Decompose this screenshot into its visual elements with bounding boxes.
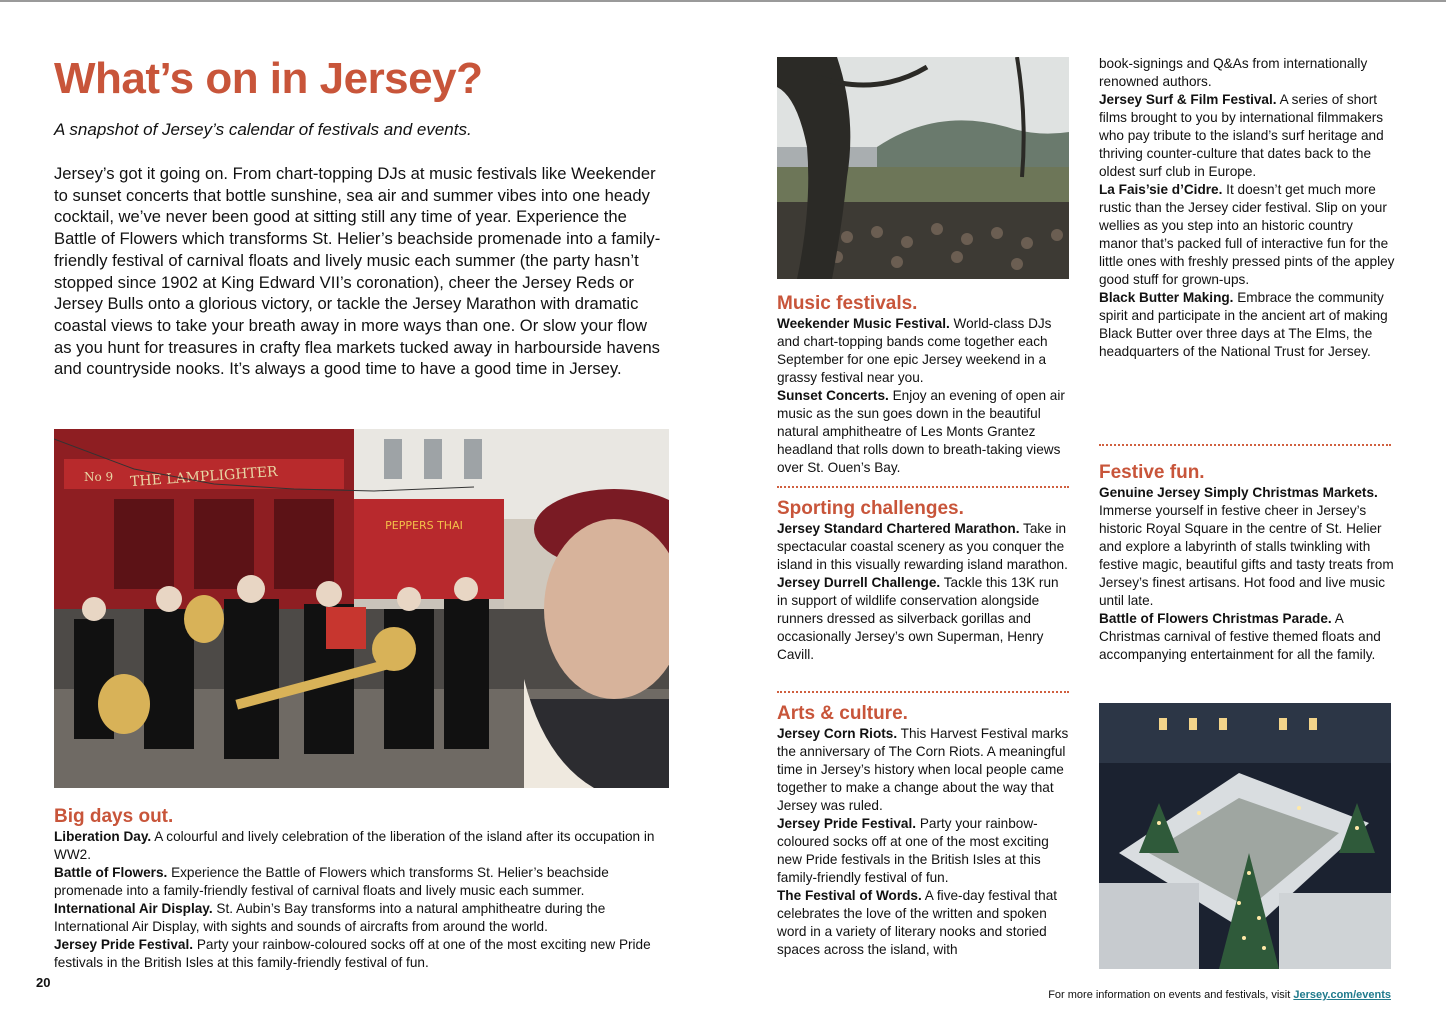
event-description: Party your rainbow-coloured socks off at one of the most exciting new Pride festivals in the British Isles at this family-friendly festival of fun. <box>54 937 651 970</box>
event-description: It doesn’t get much more rustic than the Jersey cider festival. Slip on your wellies as you step into an historic country manor that’s packed full of interactive fun for the little ones with freshly pressed pints of the appley good stuff for grown-ups. <box>1099 182 1395 287</box>
event-description: Take in spectacular coastal scenery as you conquer the island in this visually rewarding island marathon. <box>777 521 1068 572</box>
section-heading: Big days out. <box>54 806 174 827</box>
event-item <box>777 725 1072 815</box>
event-name: Jersey Pride Festival. <box>54 937 194 952</box>
event-name: Liberation Day. <box>54 829 152 844</box>
event-item <box>1099 91 1395 181</box>
event-description: A five-day festival that celebrates the love of the written and spoken word in a variety of literary nooks and storied spaces across the island, with <box>777 888 1058 957</box>
intro-paragraph: Jersey’s got it going on. From chart-topping DJs at music festivals like Weekender to sunset concerts that bottle sunshine, sea air and summer vibes into one heady cocktail, we’ve never been good at sitting still any time of year. Experience the Battle of Flowers which transforms St. Helier’s beachside promenade into a family-friendly festival of carnival floats and lively music each summer (the party hasn’t stopped since 1902 at King Edward VII’s coronation), cheer the Jersey Reds or Jersey Bulls onto a glorious victory, or tackle the Jersey Marathon with dramatic coastal views to take your breath away in more ways than one. Or slow your flow as you hunt for treasures in crafty flea markets tucked away in harbourside havens and countryside nooks. It’s always a good time to have a good time in Jersey. <box>54 164 661 379</box>
pub-sign-text: THE LAMPLIGHTER <box>129 463 279 491</box>
event-item <box>777 574 1072 664</box>
sunset-concert-photo <box>777 57 1069 279</box>
section-heading: Arts & culture. <box>777 703 908 724</box>
event-item <box>54 828 674 864</box>
continued-text: book-signings and Q&As from internationally renowned authors. <box>1099 56 1368 89</box>
event-item <box>1099 289 1395 361</box>
page-title: What’s on in Jersey? <box>54 54 483 103</box>
event-item <box>777 387 1072 477</box>
event-item <box>777 887 1072 959</box>
event-description: A Christmas carnival of festive themed floats and accompanying entertainment for all the family. <box>1099 611 1381 662</box>
big-days-section <box>54 806 674 972</box>
thai-sign-text: PEPPERS THAI <box>385 519 463 532</box>
event-description: A series of short films brought to you by international filmmakers who pay tribute to the island’s surf heritage and thriving counter-culture that dates back to the oldest surf club in Europe. <box>1099 92 1384 179</box>
event-description: This Harvest Festival marks the anniversary of The Corn Riots. A meaningful time in Jersey’s history when local people came together to make a change about the way that Jersey was ruled. <box>777 726 1069 813</box>
event-name: Jersey Surf & Film Festival. <box>1099 92 1277 107</box>
top-border <box>0 0 1446 2</box>
col3-continued <box>1099 55 1395 361</box>
marching-band-photo <box>54 429 669 788</box>
event-item <box>1099 484 1395 610</box>
event-item <box>54 900 674 936</box>
section-divider <box>1099 444 1391 446</box>
event-description: Experience the Battle of Flowers which transforms St. Helier’s beachside promenade into a family-friendly festival of carnival floats and lively music each summer. <box>54 865 609 898</box>
section-divider <box>777 486 1069 488</box>
event-description: St. Aubin’s Bay transforms into a natural amphitheatre during the International Air Display, with sights and sounds of aircrafts from around the world. <box>54 901 606 934</box>
footer-text: For more information on events and festivals, visit <box>1048 989 1294 1001</box>
event-item <box>777 315 1072 387</box>
page-subtitle: A snapshot of Jersey’s calendar of festivals and events. <box>54 120 472 139</box>
event-description: Tackle this 13K run in support of wildlife conservation alongside runners dressed as silverback gorillas and occasionally Jersey’s own Superman, Henry Cavill. <box>777 575 1059 662</box>
event-name: La Fais’sie d’Cidre. <box>1099 182 1223 197</box>
event-description: Party your rainbow-coloured socks off at one of the most exciting new Pride festivals in the British Isles at this family-friendly festival of fun. <box>777 816 1049 885</box>
event-description: Immerse yourself in festive cheer in Jersey’s historic Royal Square in the centre of St. Helier and explore a labyrinth of stalls twinkling with festive magic, beautiful gifts and tasty treats from Jersey’s finest artisans. Hot food and live music until late. <box>1099 503 1394 608</box>
event-item <box>777 520 1072 574</box>
pub-number-text: No 9 <box>84 470 114 484</box>
event-item <box>54 864 674 900</box>
page-number: 20 <box>36 975 51 990</box>
event-item <box>1099 610 1395 664</box>
section-heading: Music festivals. <box>777 293 918 314</box>
event-name: Jersey Standard Chartered Marathon. <box>777 521 1020 536</box>
event-name: Jersey Pride Festival. <box>777 816 917 831</box>
event-description: World-class DJs and chart-topping bands come together each September for one epic Jersey weekend in a grassy festival near you. <box>777 316 1052 385</box>
event-name: The Festival of Words. <box>777 888 922 903</box>
christmas-market-photo <box>1099 703 1391 969</box>
sport-section <box>777 498 1072 664</box>
event-name: Genuine Jersey Simply Christmas Markets. <box>1099 485 1378 500</box>
event-description: A colourful and lively celebration of the liberation of the island after its occupation in WW2. <box>54 829 655 862</box>
footer-note <box>1048 989 1391 1001</box>
footer-link[interactable]: Jersey.com/events <box>1293 989 1391 1001</box>
event-name: Jersey Durrell Challenge. <box>777 575 941 590</box>
event-item <box>1099 181 1395 289</box>
event-item <box>54 936 674 972</box>
event-name: Black Butter Making. <box>1099 290 1234 305</box>
section-divider <box>777 691 1069 693</box>
event-description: Embrace the community spirit and participate in the ancient art of making Black Butter over three days at The Elms, the headquarters of the National Trust for Jersey. <box>1099 290 1388 359</box>
event-description: Enjoy an evening of open air music as the sun goes down in the beautiful natural amphitheatre of Les Monts Grantez headland that rolls down to breath-taking views over St. Ouen’s Bay. <box>777 388 1065 475</box>
event-name: Battle of Flowers. <box>54 865 168 880</box>
event-name: Battle of Flowers Christmas Parade. <box>1099 611 1332 626</box>
event-name: Sunset Concerts. <box>777 388 889 403</box>
event-name: Weekender Music Festival. <box>777 316 950 331</box>
music-section <box>777 293 1072 477</box>
arts-section <box>777 703 1072 959</box>
festive-section <box>1099 462 1395 664</box>
event-item <box>777 815 1072 887</box>
section-heading: Sporting challenges. <box>777 498 964 519</box>
event-name: Jersey Corn Riots. <box>777 726 898 741</box>
section-heading: Festive fun. <box>1099 462 1205 483</box>
event-name: International Air Display. <box>54 901 213 916</box>
